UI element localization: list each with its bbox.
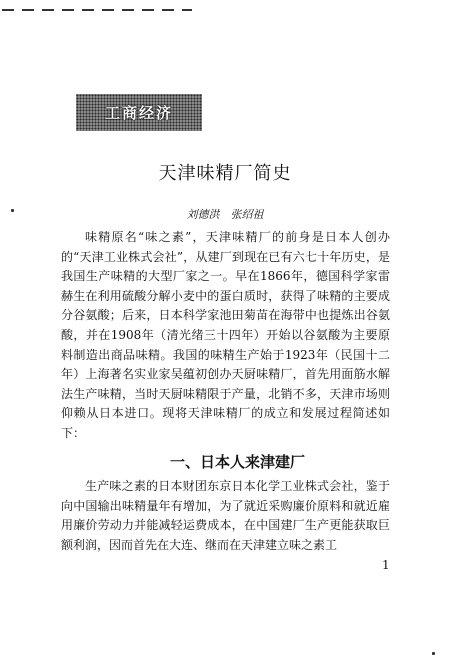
top-dashed-rule <box>2 9 192 11</box>
article-authors: 刘德洪 张绍祖 <box>186 208 264 221</box>
section-1-heading: 一、日本人来津建厂 <box>170 453 306 471</box>
scan-speck <box>11 209 14 212</box>
scan-speck <box>432 652 435 655</box>
section-banner <box>76 94 202 131</box>
article-title: 天津味精厂简史 <box>158 163 292 184</box>
intro-paragraph: 味精原名“味之素”，天津味精厂的前身是日本人创办的“天津工业株式会社”，从建厂到现在已有六七十年历史，是我国生产味精的大型厂家之一。早在1866年，德国科学家雷赫生在利用硫酸分解小麦中的蛋白质时，获得了味精的主要成分谷氨酸；后来，日本科学家池田菊苗在海带中也提炼出谷氨酸，并在1908年（清光绪三十四年）开始以谷氨酸为主要原料制造出商品味精。我国的味精生产始于1923年（民国十二年）上海著名实业家吴蕴初创办天厨味精厂，首先用面筋水解法生产味精，当时天厨味精限于产量，北销不多，天津市场则仰赖从日本进口。现将天津味精厂的成立和发展过程简述如下： <box>61 230 390 440</box>
section-1-paragraph: 生产味之素的日本财团东京日本化学工业株式会社，鉴于向中国输出味精量年有增加，为了就近采购廉价原料和就近雇用廉价劳动力并能减轻运费成本，在中国建厂生产更能获取巨额利润，因而首先在大连、继而在天津建立味之素工 <box>61 479 390 552</box>
section-label: 工商经济 <box>104 104 173 122</box>
page-number: 1 <box>382 558 390 572</box>
